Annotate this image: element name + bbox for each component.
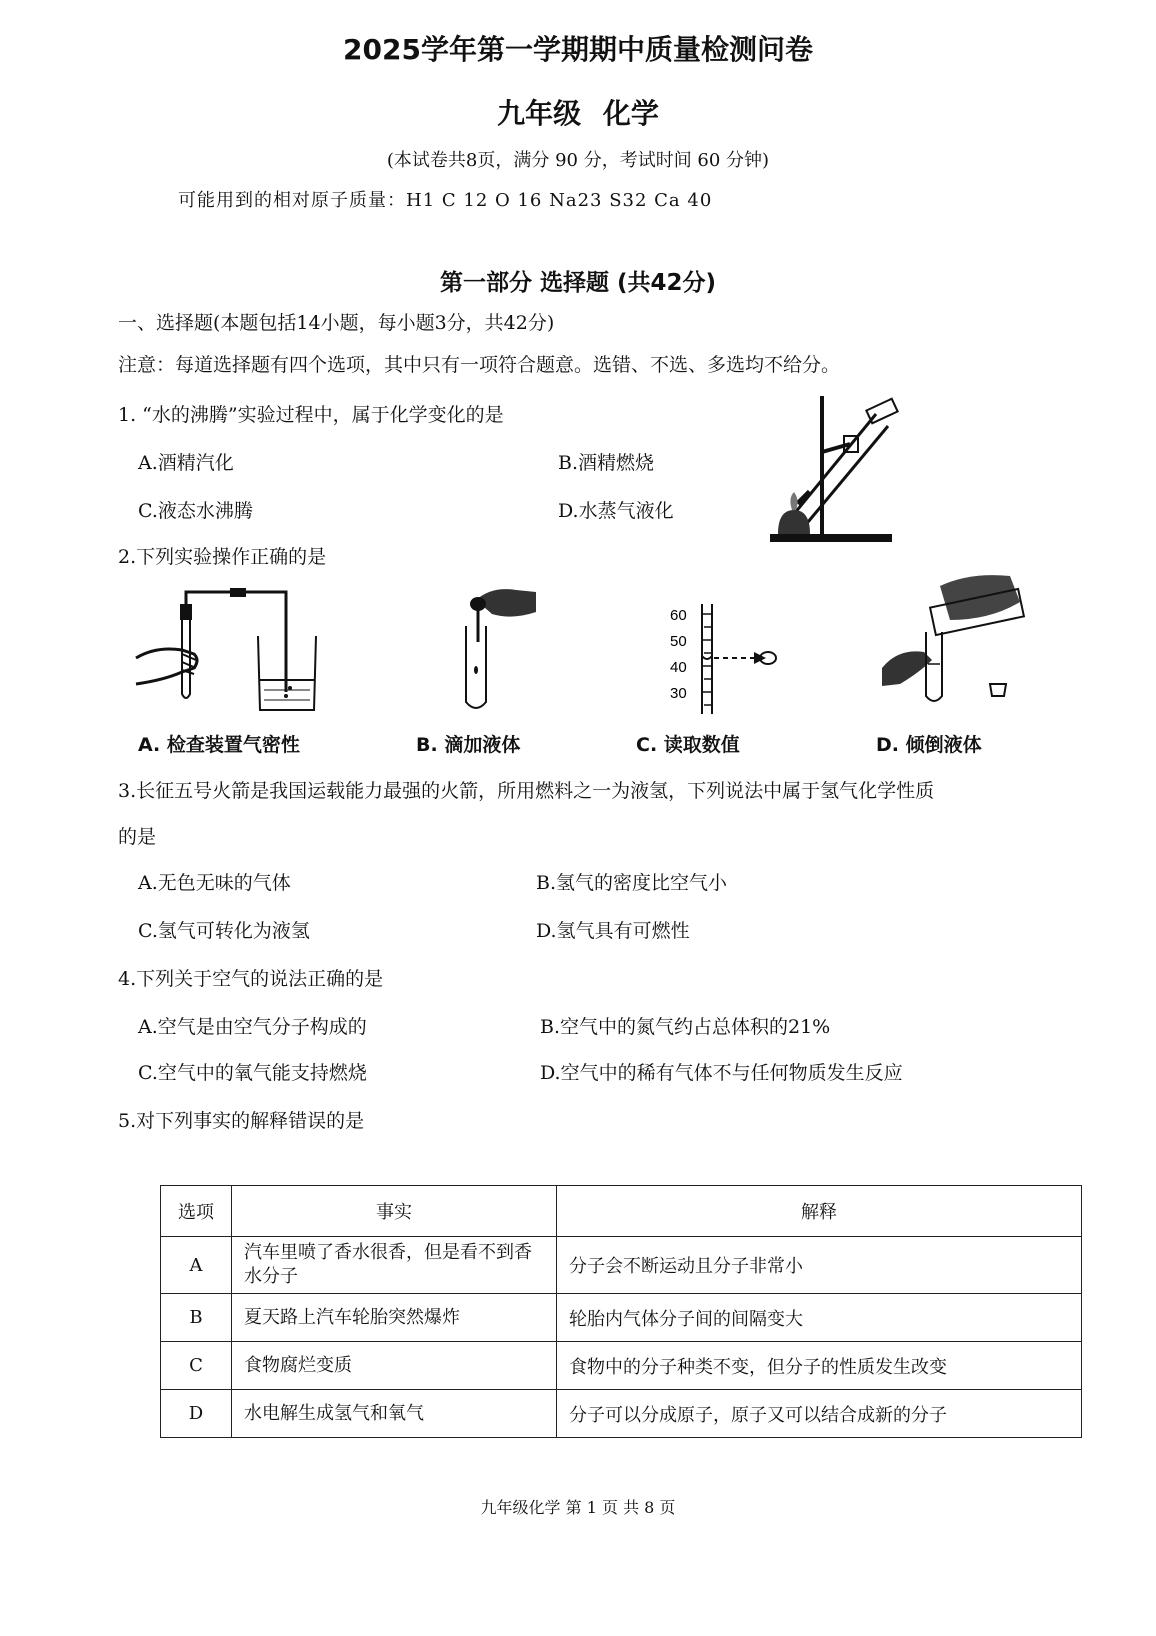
q4-option-d: D.空气中的稀有气体不与任何物质发生反应 [540, 1062, 903, 1084]
section-instruction: 一、选择题(本题包括14小题，每小题3分，共42分) [118, 312, 555, 334]
q3-stem-line1: 3.长征五号火箭是我国运载能力最强的火箭，所用燃料之一为液氢，下列说法中属于氢气化学性质 [118, 780, 935, 802]
table-row [161, 1237, 1082, 1294]
row-fact: 夏天路上汽车轮胎突然爆炸 [232, 1294, 557, 1342]
table-row [161, 1390, 1082, 1438]
facts-table [160, 1185, 1082, 1438]
tick-50: 50 [670, 633, 687, 650]
q3-option-d: D.氢气具有可燃性 [536, 920, 690, 942]
table-row [161, 1294, 1082, 1342]
q4-option-c: C.空气中的氧气能支持燃烧 [138, 1062, 367, 1084]
q2-stem: 2.下列实验操作正确的是 [118, 546, 327, 568]
header-option: 选项 [161, 1186, 232, 1237]
row-fact: 汽车里喷了香水很香，但是看不到香水分子 [232, 1237, 557, 1294]
row-option: A [161, 1237, 232, 1294]
q1-stem: 1. “水的沸腾”实验过程中，属于化学变化的是 [118, 404, 504, 426]
tick-60: 60 [670, 607, 687, 624]
q3-option-b: B.氢气的密度比空气小 [536, 872, 728, 894]
q2-caption-a: A. 检查装置气密性 [138, 734, 300, 756]
row-option: C [161, 1342, 232, 1390]
tick-40: 40 [670, 659, 687, 676]
q1-option-c: C.液态水沸腾 [138, 500, 253, 522]
q2-caption-b: B. 滴加液体 [416, 734, 521, 756]
airtightness-check-figure [136, 584, 336, 714]
pouring-liquid-figure [880, 572, 1030, 712]
q3-option-c: C.氢气可转化为液氢 [138, 920, 310, 942]
row-explanation: 轮胎内气体分子间的间隔变大 [557, 1294, 1082, 1342]
page-footer: 九年级化学 第 1 页 共 8 页 [480, 1498, 676, 1517]
q4-option-b: B.空气中的氮气约占总体积的21% [540, 1016, 831, 1038]
q2-caption-c: C. 读取数值 [636, 734, 740, 756]
row-fact: 食物腐烂变质 [232, 1342, 557, 1390]
row-explanation: 食物中的分子种类不变，但分子的性质发生改变 [557, 1342, 1082, 1390]
q1-option-b: B.酒精燃烧 [558, 452, 655, 474]
section-notice: 注意：每道选择题有四个选项，其中只有一项符合题意。选错、不选、多选均不给分。 [118, 354, 841, 376]
q4-option-a: A.空气是由空气分子构成的 [138, 1016, 367, 1038]
q3-option-a: A.无色无味的气体 [138, 872, 291, 894]
row-option: B [161, 1294, 232, 1342]
header-fact: 事实 [232, 1186, 557, 1237]
exam-subtitle: 九年级 化学 [497, 97, 659, 130]
row-explanation: 分子可以分成原子，原子又可以结合成新的分子 [557, 1390, 1082, 1438]
q3-stem-line2: 的是 [118, 826, 157, 848]
row-explanation: 分子会不断运动且分子非常小 [557, 1237, 1082, 1294]
dropping-liquid-figure [452, 584, 542, 714]
row-option: D [161, 1390, 232, 1438]
q1-option-d: D.水蒸气液化 [558, 500, 674, 522]
boiling-water-apparatus-figure [770, 392, 900, 544]
header-explanation: 解释 [557, 1186, 1082, 1237]
tick-30: 30 [670, 685, 687, 702]
q2-caption-d: D. 倾倒液体 [876, 734, 982, 756]
atomic-masses: 可能用到的相对原子质量：H1 C 12 O 16 Na23 S32 Ca 40 [178, 190, 713, 211]
table-row [161, 1342, 1082, 1390]
exam-info: (本试卷共8页，满分 90 分，考试时间 60 分钟) [386, 150, 770, 171]
table-header-row [161, 1186, 1082, 1237]
q1-option-a: A.酒精汽化 [138, 452, 234, 474]
q5-stem: 5.对下列事实的解释错误的是 [118, 1110, 365, 1132]
exam-title: 2025学年第一学期期中质量检测问卷 [343, 33, 813, 66]
section-title: 第一部分 选择题 (共42分) [439, 270, 717, 296]
q4-stem: 4.下列关于空气的说法正确的是 [118, 968, 384, 990]
reading-cylinder-figure [664, 604, 784, 714]
row-fact: 水电解生成氢气和氧气 [232, 1390, 557, 1438]
